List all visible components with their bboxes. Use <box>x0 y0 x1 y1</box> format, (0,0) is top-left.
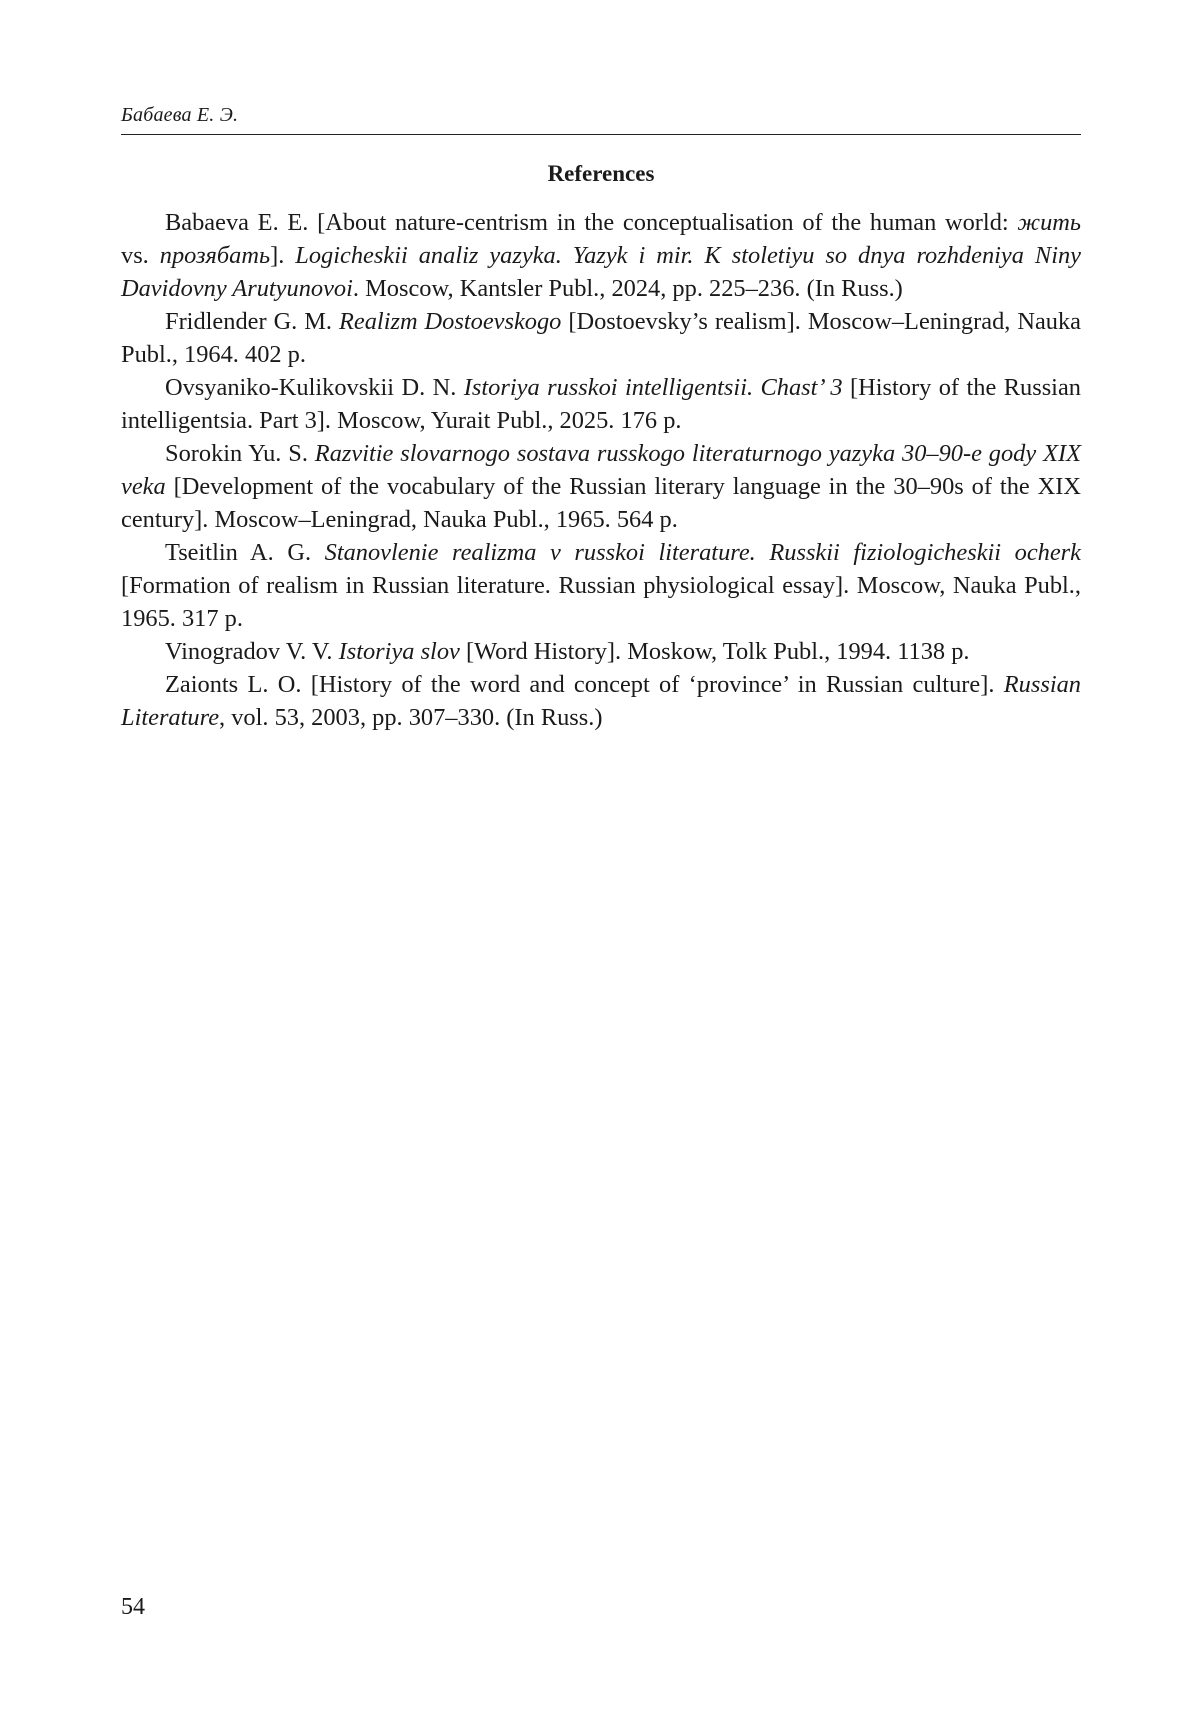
page-number: 54 <box>121 1594 145 1620</box>
reference-entry-fridlender: Fridlender G. M. Realizm Dostoevskogo [Dostoevsky’s realism]. Moscow–Leningrad, Nauka Publ., 1964. 402 p. <box>121 308 1081 368</box>
reference-entry-zaionts: Zaionts L. O. [History of the word and concept of ‘province’ in Russian culture]. Russian Literature, vol. 53, 2003, pp. 307–330. (In Russ.) <box>121 671 1081 731</box>
reference-entry-vinogradov: Vinogradov V. V. Istoriya slov [Word History]. Moskow, Tolk Publ., 1994. 1138 p. <box>165 638 970 665</box>
running-head-author: Бабаева Е. Э. <box>121 104 239 126</box>
references-list <box>121 206 1081 734</box>
reference-entry-babaeva: Babaeva E. E. [About nature-centrism in the conceptualisation of the human world: жить vs. прозябать]. Logicheskii analiz yazyka. Yazyk i mir. K stoletiyu so dnya rozhdeniya Niny Davidovny Arutyunovoi. Moscow, Kantsler Publ., 2024, pp. 225–236. (In Russ.) <box>121 209 1081 302</box>
reference-entry-tseitlin: Tseitlin A. G. Stanovlenie realizma v russkoi literature. Russkii fiziologicheskii ocherk [Formation of realism in Russian literature. Russian physiological essay]. Moscow, Nauka Publ., 1965. 317 p. <box>121 539 1082 632</box>
reference-entry-sorokin: Sorokin Yu. S. Razvitie slovarnogo sostava russkogo literaturnogo yazyka 30–90-e gody XIX veka [Development of the vocabulary of the Russian literary language in the 30–90s of the XIX century]. Moscow–Leningrad, Nauka Publ., 1965. 564 p. <box>121 440 1081 533</box>
header-rule <box>121 134 1081 135</box>
references-heading: References <box>547 161 655 186</box>
reference-entry-ovsyaniko-kulikovskii: Ovsyaniko-Kulikovskii D. N. Istoriya russkoi intelligentsii. Chast’ 3 [History of the Russian intelligentsia. Part 3]. Moscow, Yurait Publ., 2025. 176 p. <box>121 374 1081 434</box>
